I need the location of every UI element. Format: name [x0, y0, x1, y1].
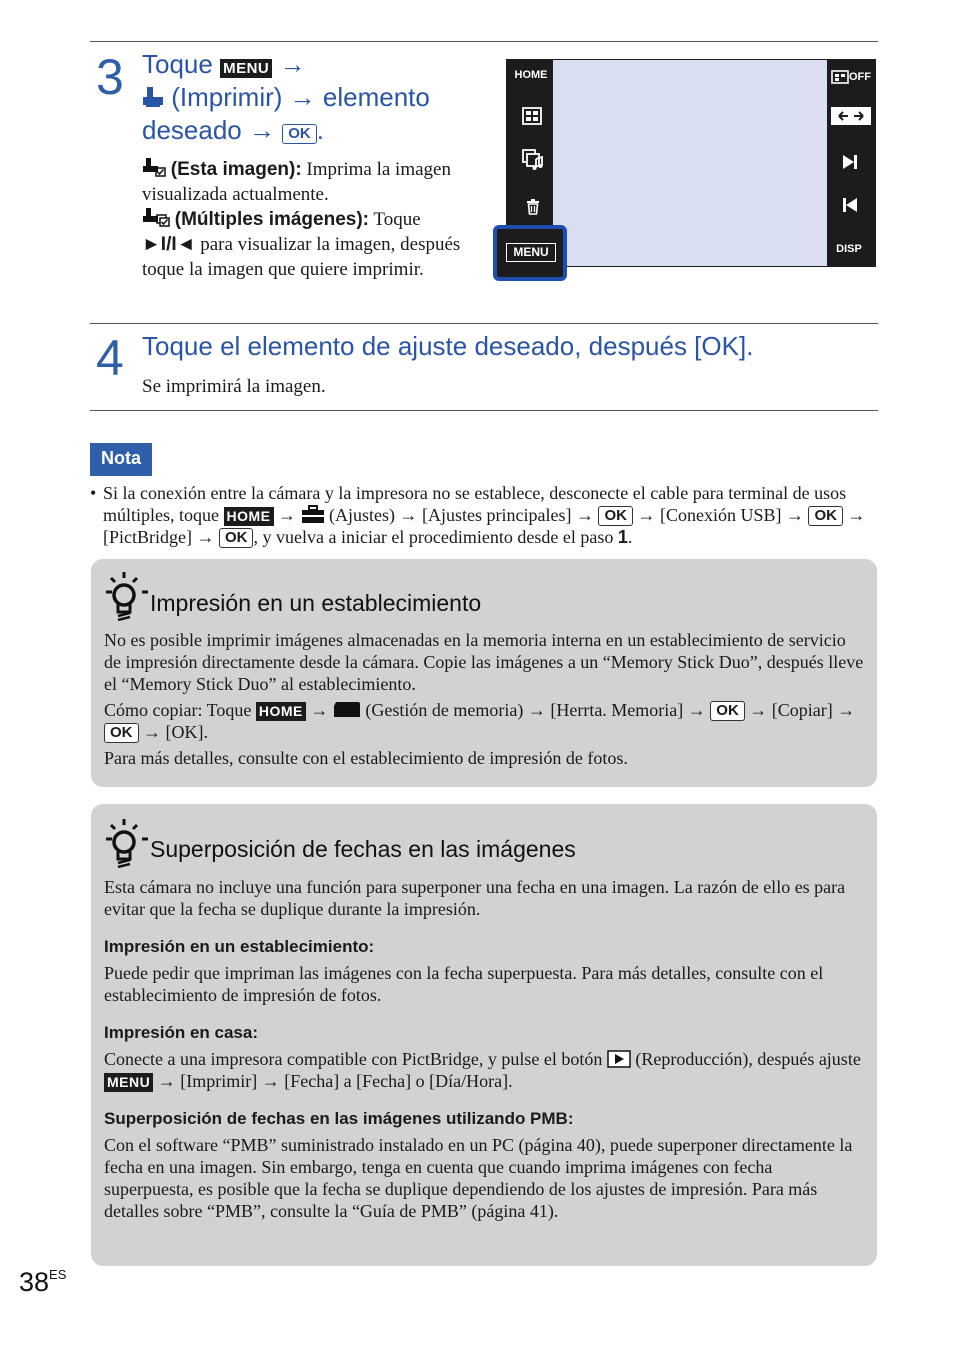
- playback-icon: [607, 1050, 631, 1068]
- tip-panel-2-body: [104, 876, 864, 1222]
- page-number-value: 38: [19, 1267, 50, 1297]
- panel-2-h2: Impresión en casa:: [104, 1023, 259, 1042]
- step-3-title: [142, 48, 482, 147]
- nota-text: [90, 482, 880, 548]
- panel-2-h3: Superposición de fechas en las imágenes utilizando PMB:: [104, 1109, 574, 1128]
- arrow: →: [637, 505, 656, 525]
- arrow: →: [196, 527, 215, 547]
- tip-panel-2-title: Superposición de fechas en las imágenes: [150, 836, 576, 862]
- step-3-description: [142, 157, 472, 282]
- step-4-text: Se imprimirá la imagen.: [142, 376, 326, 397]
- arrow: →: [749, 700, 768, 720]
- ok-icon: OK: [104, 723, 139, 743]
- panel-1-p2e: [OK].: [165, 722, 208, 742]
- panel-2-p3d: [Fecha] a [Fecha] o [Día/Hora].: [284, 1071, 513, 1091]
- arrow: →: [310, 700, 329, 720]
- panel-1-p3: Para más detalles, consulte con el establecimiento de impresión de fotos.: [104, 748, 628, 768]
- page-number: [19, 1267, 66, 1298]
- ok-icon: OK: [282, 124, 317, 144]
- index-icon[interactable]: [522, 107, 542, 125]
- panel-1-p2c: [Herrta. Memoria]: [550, 700, 684, 720]
- ok-icon: OK: [598, 506, 633, 526]
- slideshow-icon[interactable]: [522, 149, 544, 171]
- home-icon: HOME: [224, 507, 274, 526]
- arrow: →: [687, 700, 706, 720]
- print-single-icon: [142, 157, 166, 177]
- menu-icon: MENU: [220, 59, 272, 78]
- ok-icon: OK: [219, 528, 254, 548]
- home-icon: HOME: [256, 702, 306, 721]
- camera-preview-area: [553, 60, 827, 266]
- panel-2-p3b: (Reproducción), después ajuste: [635, 1049, 861, 1069]
- step-bottom-rule: [90, 410, 878, 411]
- tip-panel-1-body: [104, 629, 864, 769]
- disp-button[interactable]: DISP: [836, 243, 862, 255]
- tip-panel-1-title: Impresión en un establecimiento: [150, 590, 482, 616]
- arrow: →: [279, 49, 306, 79]
- arrow: →: [785, 505, 804, 525]
- step-4-title: Toque el elemento de ajuste deseado, después [OK].: [142, 331, 754, 361]
- ok-icon: OK: [710, 701, 745, 721]
- multiples-label: (Múltiples imágenes):: [174, 209, 369, 230]
- tip-lightbulb-icon: [104, 569, 150, 621]
- step-4-number: 4: [96, 330, 124, 386]
- arrow: →: [278, 505, 296, 525]
- step-3-period: .: [316, 115, 324, 145]
- multiples-text-2: para visualizar la imagen, después toque la imagen que quiere imprimir.: [142, 234, 461, 280]
- arrow: →: [289, 82, 316, 112]
- menu-button[interactable]: MENU: [506, 243, 556, 262]
- next-icon[interactable]: [841, 154, 859, 170]
- nota-badge: Nota: [90, 443, 152, 476]
- print-icon: [142, 85, 164, 109]
- esta-imagen-label: (Esta imagen):: [170, 159, 302, 180]
- print-multiple-icon: [142, 207, 170, 227]
- scroll-icon[interactable]: [831, 107, 871, 125]
- panel-1-p2b: (Gestión de memoria): [365, 700, 524, 720]
- display-off-icon[interactable]: [831, 70, 849, 84]
- arrow: →: [143, 722, 161, 742]
- top-rule: [90, 41, 878, 42]
- page-lang: ES: [49, 1267, 67, 1282]
- panel-2-p3: [104, 1048, 864, 1092]
- arrow: →: [527, 700, 546, 720]
- arrow: →: [837, 700, 856, 720]
- arrow: →: [157, 1071, 176, 1091]
- step-divider: [90, 323, 878, 324]
- nota-bullet: •: [90, 483, 97, 503]
- panel-2-p3a: Conecte a una impresora compatible con PictBridge, y pulse el botón: [104, 1049, 603, 1069]
- panel-2-p3c: [Imprimir]: [180, 1071, 258, 1091]
- arrow: →: [261, 1071, 280, 1091]
- panel-2-p1: Esta cámara no incluye una función para superponer una fecha en una imagen. La razón de ello es para evitar que la fecha se duplique durante la impresión.: [104, 877, 846, 919]
- panel-1-p2d: [Copiar]: [771, 700, 833, 720]
- tip-panel-date-overlay: [91, 804, 877, 1266]
- ok-icon: OK: [808, 506, 843, 526]
- arrow: →: [575, 505, 594, 525]
- prev-icon[interactable]: [841, 197, 859, 213]
- panel-1-p2a: Cómo copiar: Toque: [104, 700, 252, 720]
- menu-highlight: [493, 225, 567, 281]
- home-button[interactable]: HOME: [514, 69, 548, 81]
- step-3-elemento: elemento: [322, 82, 430, 112]
- nota-t5: [PictBridge]: [103, 527, 192, 547]
- memory-icon: [333, 700, 361, 719]
- step-3-imprimir: (Imprimir): [171, 82, 283, 112]
- panel-2-p2: Puede pedir que impriman las imágenes con la fecha superpuesta. Para más detalles, consulte con el establecimiento de impresión de fotos.: [104, 963, 824, 1005]
- toolbox-icon: [301, 505, 325, 524]
- panel-1-p1: No es posible imprimir imágenes almacenadas en la memoria interna en un establecimiento de servicio de impresión directamente desde la cámara. Copie las imágenes a un “Memory Stick Duo”, después lleve el “Memory Stick Duo” al establecimiento.: [104, 630, 864, 694]
- nota-t6: , y vuelva a iniciar el procedimiento desde el paso: [253, 527, 614, 547]
- step-3-deseado: deseado: [142, 115, 242, 145]
- off-label: OFF: [849, 71, 871, 83]
- next-prev-icon: ►I/I◄: [142, 234, 196, 255]
- step-3-number: 3: [96, 49, 124, 105]
- tip-panel-print-shop: [91, 559, 877, 787]
- step-3-toque: Toque: [142, 49, 213, 79]
- nota-t4: [Conexión USB]: [659, 505, 782, 525]
- panel-2-p4: Con el software “PMB” suministrado instalado en un PC (página 40), puede superponer directamente la fecha en una imagen. Sin embargo, tenga en cuenta que cuando imprima imágenes con fecha superpuesta, es posible que la fecha se duplique dependiendo de los ajustes de impresión. Para más detalles sobre “PMB”, consulte la “Guía de PMB” (página 41).: [104, 1135, 853, 1221]
- tip-lightbulb-icon: [104, 816, 150, 868]
- nota-end: .: [627, 527, 633, 547]
- panel-2-h1: Impresión en un establecimiento:: [104, 937, 375, 956]
- esta-imagen-text: Imprima la imagen visualizada actualmente.: [142, 159, 451, 205]
- arrow: →: [847, 505, 866, 525]
- trash-icon[interactable]: [526, 199, 540, 215]
- multiples-text-1: Toque: [373, 209, 421, 230]
- nota-t1: Si la conexión entre la cámara y la impresora no se establece, desconecte el cable para terminal de usos múltiples, toque: [103, 483, 847, 525]
- menu-icon: MENU: [104, 1073, 153, 1092]
- nota-step-ref: 1: [617, 527, 628, 547]
- nota-t2: (Ajustes): [329, 505, 395, 525]
- arrow: →: [399, 505, 418, 525]
- arrow: →: [249, 115, 275, 145]
- nota-t3: [Ajustes principales]: [422, 505, 572, 525]
- panel-1-p2: [104, 699, 864, 743]
